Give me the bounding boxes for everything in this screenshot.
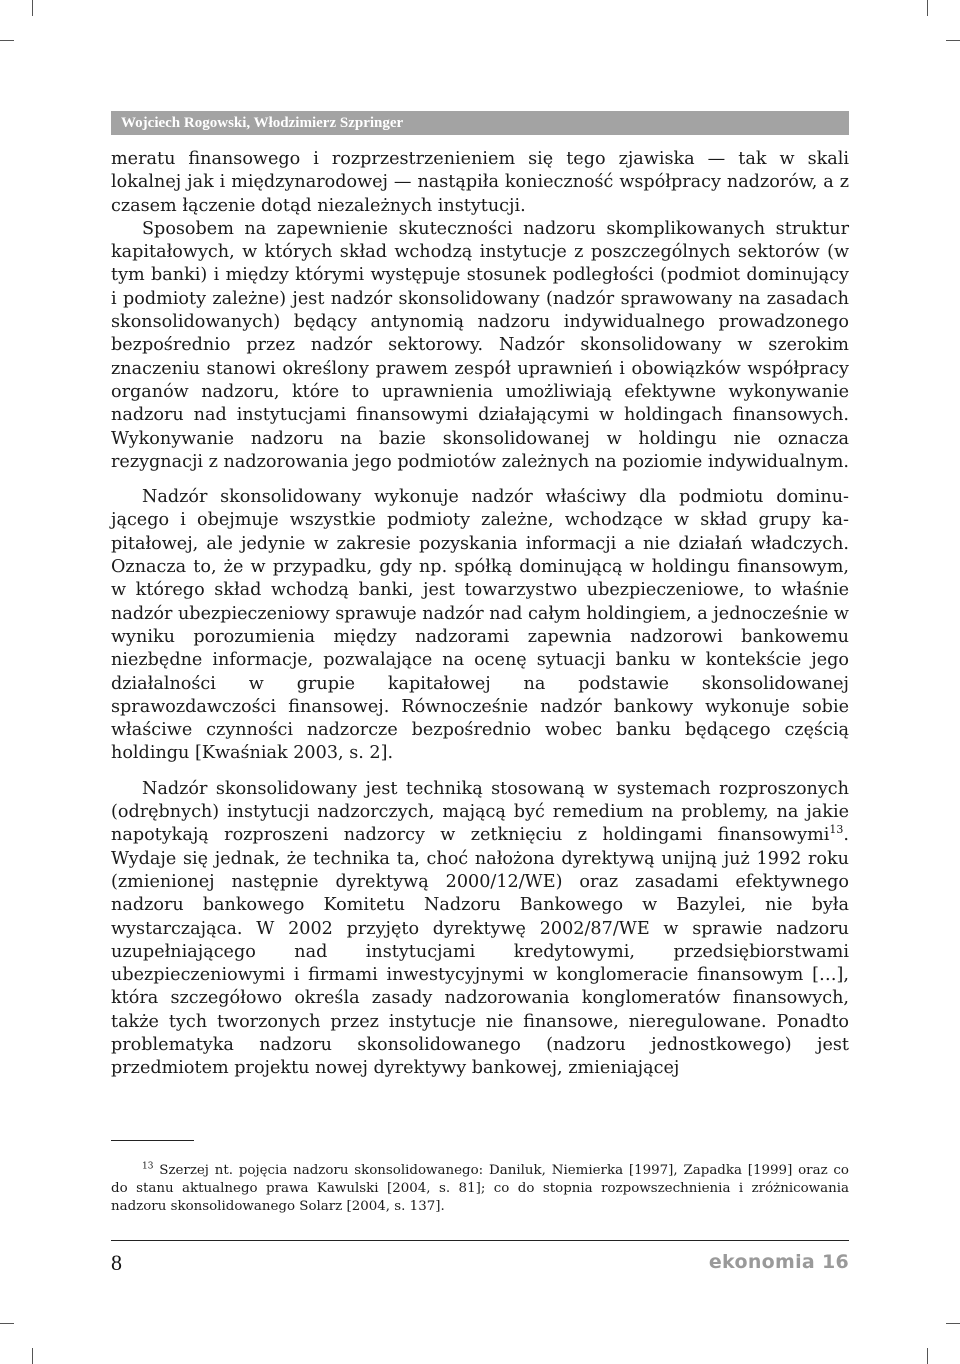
paragraph: meratu finansowego i rozprzestrzenieniem się tego zjawiska — tak w skali lokalnej jak i międzynarodowej — nastąpiła konieczność współpracy nadzorów, a z czasem łączenie dotąd niezależnych instytucji. — [111, 149, 849, 216]
footnote-ref[interactable]: 13 — [829, 823, 844, 837]
footnote-separator — [111, 1140, 194, 1141]
footer-rule — [111, 1240, 849, 1241]
crop-mark — [0, 1323, 14, 1324]
paragraph-text: Nadzór skonsolidowany jest techniką stosowaną w systemach rozproszonych (odrębnych) instytucji nadzorczych, mającą być remedium na problemy, na jakie napotykają rozproszeni nadzorcy w zetknięciu z holdingami finansowymi — [111, 778, 849, 846]
crop-mark — [946, 40, 960, 41]
crop-mark — [946, 1323, 960, 1324]
footnote-text: Szerzej nt. pojęcia nadzoru skonsolidowanego: Daniluk, Niemierka [1997], Zapadka [1999] oraz co do stanu aktualnego prawa Kawulski [2004, s. 81]; co do stopnia rozpowszechnienia i zróżnicowania nadzoru skonsolidowanego Solarz [2004, s. 137]. — [111, 1163, 849, 1214]
body-text — [111, 148, 849, 1081]
crop-mark — [32, 0, 33, 16]
paragraph: Nadzór skonsolidowany wykonuje nadzór właściwy dla podmiotu dominującego i obejmuje wszystkie podmioty zależne, wchodzące w skład grupy kapitałowej, ale jedynie w zakresie pozyskania informacji a nie działań władczych. Oznacza to, że w przypadku, gdy np. spółką dominującą w holdingu finansowym, w którego skład wchodzą banki, jest towarzystwo ubezpieczeniowe, to właśnie nadzór ubezpieczeniowy sprawuje nadzór nad całym holdingiem, a jednocześnie w wyniku porozumienia między nadzorami zapewnia nadzorowi bankowemu niezbędne informacje, pozwalające na ocenę sytuacji banku w kontekście jego działalności w grupie kapitałowej na podstawie skonsolidowanej sprawozdawczości finansowej. Równocześnie nadzór bankowy wykonuje sobie właściwe czynności nadzorcze bezpośrednio wobec banku będącego częścią holdingu [Kwaśniak 2003, s. 2]. — [111, 487, 849, 764]
paragraph — [111, 778, 849, 1081]
footnote — [111, 1162, 849, 1216]
paragraph: Sposobem na zapewnienie skuteczności nadzoru skomplikowanych struktur kapitałowych, w których skład wchodzą instytucje z poszczególnych sektorów (w tym banki) i między którymi występuje stosunek podległości (podmiot dominujący i podmioty zależne) jest nadzór skonsolidowany (nadzór sprawowany na zasadach skonsolidowanych) będący antynomią nadzoru indywidualnego prowadzonego bezpośrednio przez nadzór sektorowy. Nadzór skonsolidowany w szerokim znaczeniu stanowi określony prawem zespół uprawnień i obowiązków współpracy organów nadzoru, które to uprawnienia umożliwiają efektywne wykonywanie nadzoru nad instytucjami finansowymi działającymi w holdingach finansowych. Wykonywanie nadzoru na bazie skonsolidowanej w holdingu nie oznacza rezygnacji z nadzorowania jego podmiotów zależnych na poziomie indywidualnym. — [111, 218, 849, 472]
journal-name: ekonomia 16 — [708, 1251, 849, 1273]
crop-mark — [32, 1348, 33, 1364]
paragraph-text: . Wydaje się jednak, że technika ta, choć nałożona dyrektywą unijną już 1992 roku (zmienionej następnie dyrektywą 2000/12/WE) oraz zasadami efektywnego nadzoru bankowego Komitetu Nadzoru Bankowego w Bazylei, nie była wystarczająca. W 2002 przyjęto dyrektywę 2002/87/WE w sprawie nadzoru uzupełniającego nad instytucjami kredytowymi, przedsiębiorstwami ubezpieczeniowymi i firmami inwestycyjnymi w konglomeracie finansowym […], która szczegółowo określa zasady nadzorowania konglomeratów finansowych, także tych tworzonych przez instytucje nie finansowe, nieregulowane. Ponadto problematyka nadzoru skonsolidowanego (nadzoru jednostkowego) jest przedmiotem projektu nowej dyrektywy bankowej, zmieniającej — [111, 825, 849, 1079]
crop-mark — [927, 0, 928, 16]
crop-mark — [927, 1348, 928, 1364]
crop-mark — [0, 40, 14, 41]
footnote-number: 13 — [142, 1161, 154, 1172]
page-number: 8 — [111, 1250, 122, 1275]
running-head: Wojciech Rogowski, Włodzimierz Szpringer — [111, 111, 849, 135]
